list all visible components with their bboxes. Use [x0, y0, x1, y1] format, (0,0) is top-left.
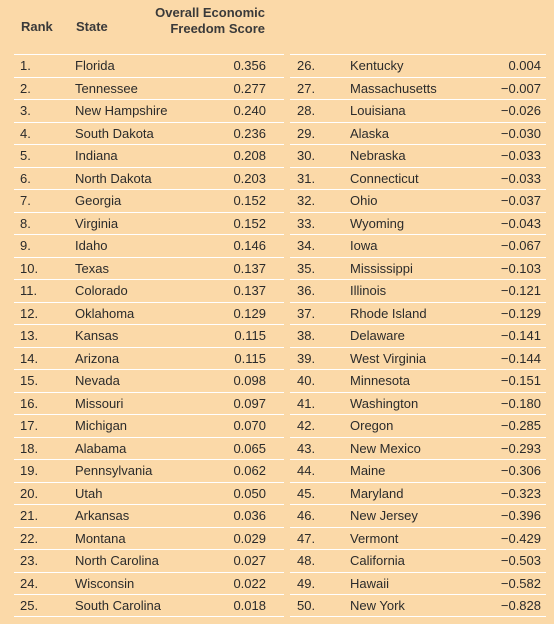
score-cell: 0.036: [233, 508, 266, 523]
score-cell: 0.098: [233, 373, 266, 388]
score-cell: −0.103: [500, 260, 541, 276]
rank-cell: 20.: [20, 485, 39, 501]
score-cell: −0.180: [500, 395, 541, 411]
state-cell: Utah: [75, 485, 103, 501]
table-row: [290, 54, 546, 77]
table-row: [14, 257, 284, 280]
rank-cell: 16.: [20, 395, 39, 411]
score-cell: 0.115: [234, 350, 266, 366]
rank-cell: 17.: [20, 418, 39, 433]
table-row: [290, 189, 546, 212]
state-cell: Oklahoma: [75, 305, 135, 321]
score-cell: −0.151: [500, 373, 541, 388]
table-row: [290, 99, 546, 122]
rank-cell: 3.: [20, 103, 31, 118]
score-cell: 0.062: [233, 463, 266, 478]
state-cell: Nevada: [75, 373, 120, 388]
score-cell: −0.828: [500, 598, 541, 613]
state-cell: South Carolina: [75, 598, 161, 613]
rank-cell: 29.: [297, 125, 316, 141]
score-cell: −0.030: [500, 125, 541, 141]
state-cell: Illinois: [350, 283, 387, 298]
rank-cell: 46.: [297, 508, 316, 523]
table-row: [14, 77, 284, 100]
state-cell: Connecticut: [350, 170, 419, 186]
table-row: [14, 482, 284, 505]
rank-cell: 34.: [297, 238, 316, 253]
score-cell: 0.208: [233, 148, 266, 163]
score-cell: 0.137: [233, 283, 266, 298]
state-cell: Maryland: [350, 485, 404, 501]
state-cell: Montana: [75, 530, 126, 546]
score-column-header: [140, 5, 265, 36]
score-cell: 0.203: [233, 170, 266, 186]
score-cell: 0.065: [233, 440, 266, 456]
score-cell: 0.018: [233, 598, 266, 613]
table-row: [14, 347, 284, 370]
rank-cell: 27.: [297, 80, 316, 96]
table-row: [14, 594, 284, 617]
rank-cell: 5.: [20, 148, 31, 163]
table-row: [14, 54, 284, 77]
rank-cell: 7.: [20, 193, 31, 208]
table-row: [14, 504, 284, 527]
table-row: [14, 437, 284, 460]
score-cell: 0.152: [233, 193, 266, 208]
table-row: [290, 167, 546, 190]
state-cell: Vermont: [350, 530, 399, 546]
rank-cell: 2.: [20, 80, 31, 96]
score-header-line-1: Overall Economic: [155, 5, 265, 20]
rank-cell: 35.: [297, 260, 316, 276]
rank-cell: 45.: [297, 485, 316, 501]
score-cell: −0.141: [500, 328, 541, 343]
state-cell: California: [350, 553, 405, 568]
table-row: [14, 572, 284, 595]
ranking-table-right: [290, 54, 546, 617]
state-cell: Nebraska: [350, 148, 406, 163]
table-row: [290, 212, 546, 235]
state-cell: Kentucky: [350, 58, 404, 73]
score-cell: 0.097: [233, 395, 266, 411]
table-row: [290, 77, 546, 100]
rank-cell: 47.: [297, 530, 316, 546]
score-cell: −0.037: [500, 193, 541, 208]
rank-cell: 18.: [20, 440, 39, 456]
state-cell: Hawaii: [350, 575, 390, 591]
state-cell: Arkansas: [75, 508, 130, 523]
state-cell: Colorado: [75, 283, 128, 298]
table-row: [14, 392, 284, 415]
score-cell: −0.033: [500, 148, 541, 163]
table-row: [14, 324, 284, 347]
table-row: [14, 279, 284, 302]
state-cell: Missouri: [75, 395, 124, 411]
table-row: [290, 144, 546, 167]
table-row: [14, 527, 284, 550]
score-cell: 0.236: [233, 125, 266, 141]
rank-cell: 1.: [20, 58, 31, 73]
score-cell: 0.240: [233, 103, 266, 118]
rank-cell: 32.: [297, 193, 316, 208]
table-row: [14, 189, 284, 212]
rank-cell: 31.: [297, 170, 316, 186]
state-cell: Ohio: [350, 193, 378, 208]
score-cell: −0.285: [500, 418, 541, 433]
state-cell: Oregon: [350, 418, 394, 433]
score-cell: 0.137: [233, 260, 266, 276]
score-cell: −0.323: [500, 485, 541, 501]
score-cell: −0.429: [500, 530, 541, 546]
table-row: [290, 279, 546, 302]
table-row: [14, 212, 284, 235]
score-cell: −0.121: [500, 283, 541, 298]
table-row: [290, 459, 546, 482]
table-row: [14, 302, 284, 325]
state-cell: Pennsylvania: [75, 463, 153, 478]
rank-cell: 11.: [20, 283, 38, 298]
table-row: [14, 99, 284, 122]
table-row: [290, 482, 546, 505]
table-row: [14, 549, 284, 572]
rank-cell: 23.: [20, 553, 39, 568]
rank-cell: 33.: [297, 215, 316, 231]
table-row: [14, 144, 284, 167]
table-row: [14, 459, 284, 482]
score-cell: 0.070: [233, 418, 266, 433]
score-cell: 0.356: [233, 58, 266, 73]
rank-cell: 41.: [297, 395, 316, 411]
state-cell: Arizona: [75, 350, 120, 366]
state-cell: South Dakota: [75, 125, 154, 141]
state-cell: Kansas: [75, 328, 119, 343]
score-cell: −0.306: [500, 463, 541, 478]
table-row: [14, 167, 284, 190]
state-cell: North Dakota: [75, 170, 152, 186]
table-row: [290, 122, 546, 145]
rank-cell: 44.: [297, 463, 316, 478]
rank-cell: 24.: [20, 575, 39, 591]
rank-cell: 39.: [297, 350, 316, 366]
table-row: [290, 302, 546, 325]
score-cell: −0.026: [500, 103, 541, 118]
state-cell: Georgia: [75, 193, 122, 208]
rank-cell: 12.: [20, 305, 39, 321]
rank-cell: 50.: [297, 598, 316, 613]
rank-cell: 8.: [20, 215, 31, 231]
table-row: [290, 572, 546, 595]
score-cell: −0.396: [500, 508, 541, 523]
rank-cell: 28.: [297, 103, 316, 118]
state-cell: Idaho: [75, 238, 108, 253]
state-cell: New York: [350, 598, 405, 613]
score-cell: −0.503: [500, 553, 541, 568]
state-cell: Tennessee: [75, 80, 138, 96]
table-row: [290, 437, 546, 460]
state-cell: Michigan: [75, 418, 128, 433]
score-cell: −0.582: [500, 575, 541, 591]
state-cell: Wisconsin: [75, 575, 135, 591]
table-row: [290, 369, 546, 392]
state-cell: Mississippi: [350, 260, 413, 276]
score-header-line-2: Freedom Score: [170, 20, 265, 36]
rank-cell: 40.: [297, 373, 316, 388]
table-row: [14, 414, 284, 437]
table-row: [14, 122, 284, 145]
table-row: [290, 504, 546, 527]
score-cell: −0.293: [500, 440, 541, 456]
table-row: [290, 392, 546, 415]
rank-cell: 15.: [20, 373, 39, 388]
state-cell: New Jersey: [350, 508, 418, 523]
score-cell: 0.004: [508, 58, 541, 73]
state-cell: Texas: [75, 260, 109, 276]
ranking-table-left: [14, 54, 284, 617]
state-cell: New Mexico: [350, 440, 421, 456]
rank-cell: 48.: [297, 553, 316, 568]
state-cell: Florida: [75, 58, 115, 73]
score-cell: 0.115: [234, 328, 266, 343]
state-cell: Massachusetts: [350, 80, 437, 96]
rank-cell: 36.: [297, 283, 316, 298]
rank-cell: 25.: [20, 598, 39, 613]
table-row: [290, 257, 546, 280]
table-row: [290, 414, 546, 437]
score-cell: 0.146: [233, 238, 266, 253]
rank-cell: 19.: [20, 463, 39, 478]
state-cell: Washington: [350, 395, 419, 411]
rank-cell: 49.: [297, 575, 316, 591]
score-cell: 0.022: [233, 575, 266, 591]
state-cell: Wyoming: [350, 215, 405, 231]
score-cell: −0.007: [500, 80, 541, 96]
state-cell: Alabama: [75, 440, 127, 456]
state-cell: Minnesota: [350, 373, 410, 388]
table-row: [290, 594, 546, 617]
rank-cell: 6.: [20, 170, 31, 186]
rank-cell: 38.: [297, 328, 316, 343]
state-cell: Iowa: [350, 238, 378, 253]
state-cell: Alaska: [350, 125, 390, 141]
state-cell: North Carolina: [75, 553, 159, 568]
score-cell: −0.129: [500, 305, 541, 321]
rank-cell: 21.: [20, 508, 39, 523]
rank-cell: 43.: [297, 440, 316, 456]
score-cell: −0.033: [500, 170, 541, 186]
rank-cell: 4.: [20, 125, 31, 141]
table-row: [290, 527, 546, 550]
state-cell: Delaware: [350, 328, 405, 343]
rank-cell: 9.: [20, 238, 31, 253]
state-cell: West Virginia: [350, 350, 427, 366]
table-row: [14, 234, 284, 257]
rank-cell: 37.: [297, 305, 316, 321]
table-header: [0, 0, 554, 54]
score-cell: −0.144: [500, 350, 541, 366]
rank-cell: 26.: [297, 58, 316, 73]
state-column-header: State: [76, 19, 108, 34]
rank-cell: 22.: [20, 530, 39, 546]
state-cell: Rhode Island: [350, 305, 427, 321]
rank-column-header: Rank: [21, 19, 53, 34]
rank-cell: 30.: [297, 148, 316, 163]
state-cell: Maine: [350, 463, 386, 478]
score-cell: 0.050: [233, 485, 266, 501]
state-cell: Louisiana: [350, 103, 406, 118]
table-row: [290, 549, 546, 572]
rank-cell: 13.: [20, 328, 39, 343]
table-row: [14, 369, 284, 392]
score-cell: 0.277: [233, 80, 266, 96]
rank-cell: 10.: [20, 260, 39, 276]
table-row: [290, 347, 546, 370]
score-cell: 0.129: [233, 305, 266, 321]
state-cell: Indiana: [75, 148, 118, 163]
score-cell: 0.027: [233, 553, 266, 568]
score-cell: −0.043: [500, 215, 541, 231]
rank-cell: 14.: [20, 350, 39, 366]
score-cell: 0.152: [233, 215, 266, 231]
state-cell: New Hampshire: [75, 103, 168, 118]
rank-cell: 42.: [297, 418, 316, 433]
table-row: [290, 234, 546, 257]
state-cell: Virginia: [75, 215, 119, 231]
table-row: [290, 324, 546, 347]
score-cell: −0.067: [500, 238, 541, 253]
score-cell: 0.029: [233, 530, 266, 546]
